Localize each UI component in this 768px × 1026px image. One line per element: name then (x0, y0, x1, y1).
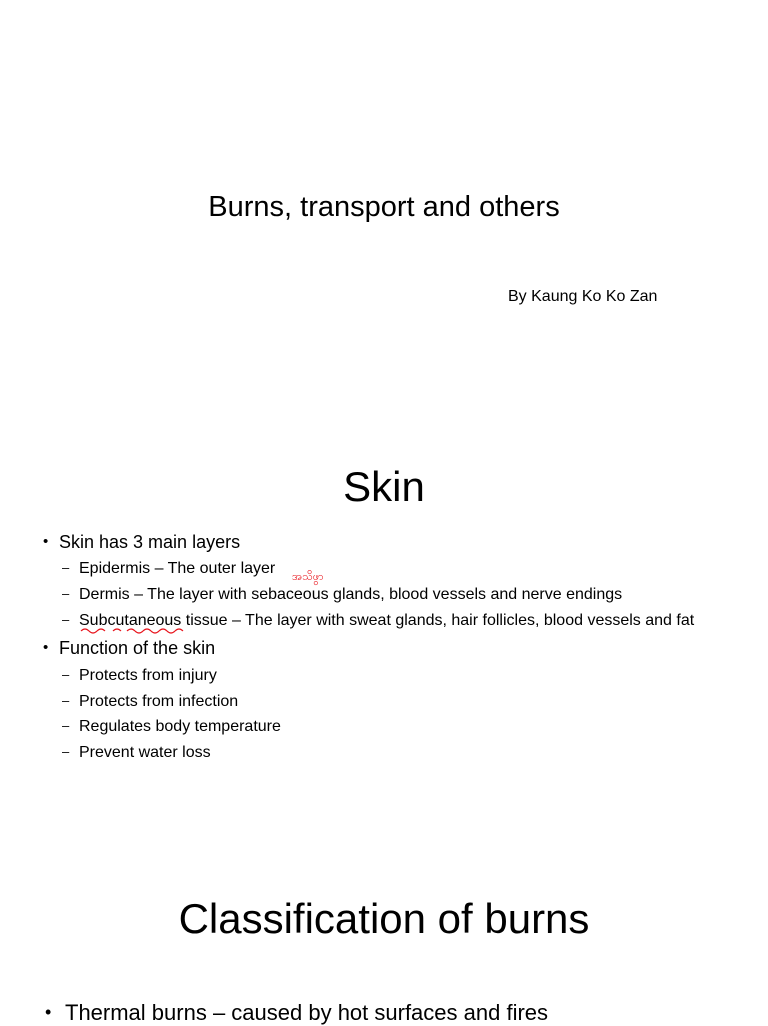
bullet-text: Thermal burns – caused by hot surfaces and fires (65, 1000, 549, 1025)
sub-bullet-item (62, 586, 622, 604)
bullet-text: Skin has 3 main layers (59, 532, 241, 552)
dash-icon: – (62, 744, 70, 759)
bullet-icon: • (43, 533, 49, 550)
bullet-text: Function of the skin (59, 638, 216, 658)
bullet-item (45, 1000, 548, 1026)
sub-bullet-text: tissue – The layer with sweat glands, hair follicles, blood vessels and fat (181, 612, 695, 629)
sub-bullet-text: Epidermis – The outer layer (79, 560, 276, 577)
presentation-title: Burns, transport and others (208, 191, 560, 223)
skin-slide (0, 430, 768, 860)
sub-bullet-text: Subcutaneous (79, 612, 182, 629)
dash-icon: – (62, 718, 70, 733)
classification-slide (0, 860, 768, 1024)
bullet-item (43, 638, 215, 659)
sub-bullet-text: Protects from infection (79, 693, 239, 710)
title-slide (0, 0, 768, 430)
sub-bullet-text: Regulates body temperature (79, 718, 281, 735)
bullet-item (43, 532, 240, 553)
slide-title: Classification of burns (178, 895, 590, 942)
sub-bullet-item (62, 560, 275, 578)
dash-icon: – (62, 693, 70, 708)
bullet-icon: • (45, 1002, 52, 1022)
sub-bullet-item (62, 744, 211, 762)
sub-bullet-text: Prevent water loss (79, 744, 211, 761)
spellcheck-underlined-word (79, 612, 181, 629)
bullet-icon: • (43, 639, 49, 656)
spellcheck-squiggle-icon (79, 626, 185, 634)
sub-bullet-item (62, 667, 217, 685)
sub-bullet-item (62, 612, 694, 630)
sub-bullet-text: Dermis – The layer with sebaceous glands, blood vessels and nerve endings (79, 586, 623, 603)
sub-bullet-item (62, 718, 281, 736)
sub-bullet-item (62, 693, 238, 711)
slide-title: Skin (343, 463, 425, 510)
dash-icon: – (62, 586, 70, 601)
dash-icon: – (62, 667, 70, 682)
dash-icon: – (62, 560, 70, 575)
author-byline: By Kaung Ko Ko Zan (508, 288, 658, 305)
handwritten-annotation: အသိဖွာ (292, 571, 324, 583)
sub-bullet-text: Protects from injury (79, 667, 217, 684)
dash-icon: – (62, 612, 70, 627)
